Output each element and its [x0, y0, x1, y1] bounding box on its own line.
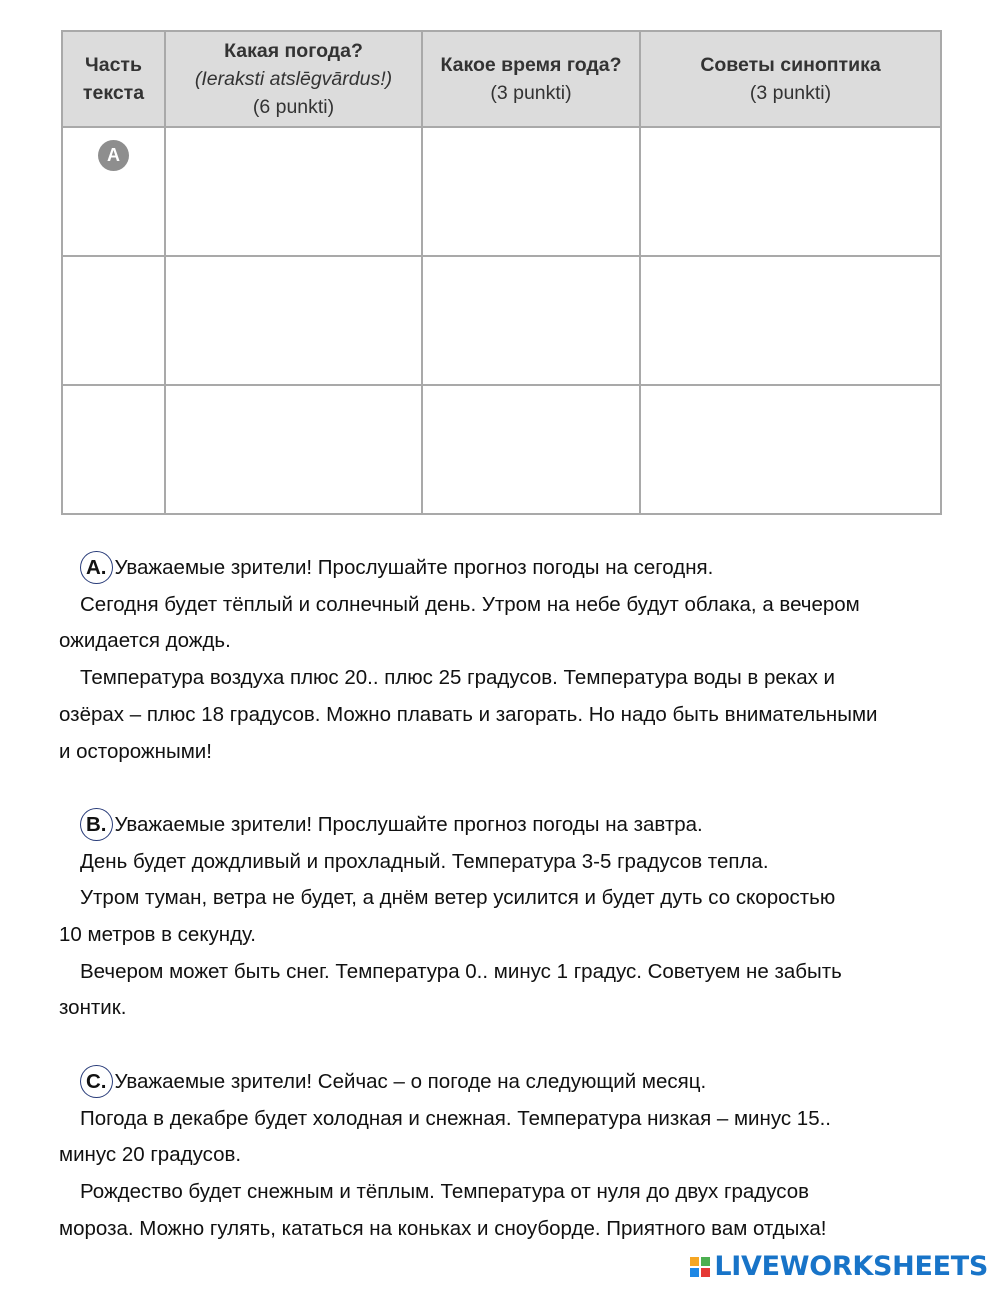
marker-a-badge: A — [98, 140, 129, 171]
text-b-line: День будет дождливый и прохладный. Температура 3-5 градусов тепла. — [80, 849, 769, 873]
text-a-line: Температура воздуха плюс 20.. плюс 25 градусов. Температура воды в реках и — [80, 666, 836, 690]
text-c-line: мороза. Можно гулять, кататься на коньках и сноуборде. Приятного вам отдыха! — [59, 1216, 827, 1240]
mark-b: B. — [80, 808, 113, 841]
text-part-answer-field[interactable] — [62, 385, 165, 514]
forecast-texts — [59, 550, 949, 1247]
text-c-line: минус 20 градусов. — [59, 1143, 242, 1167]
text-b-line: Вечером может быть снег. Температура 0.. минус 1 градус. Советуем не забыть — [80, 959, 842, 983]
advice-answer-field[interactable] — [640, 385, 941, 514]
text-c-intro: C. Уважаемые зрители! Сейчас – о погоде на следующий месяц. — [59, 1064, 949, 1101]
season-answer-field[interactable] — [422, 256, 640, 385]
text-b-line: зонтик. — [59, 996, 127, 1020]
text-a-line: ожидается дождь. — [59, 629, 231, 653]
text-a-line: озёрах – плюс 18 градусов. Можно плавать и загорать. Но надо быть внимательными — [59, 702, 878, 726]
text-b-intro: B. Уважаемые зрители! Прослушайте прогноз погоды на завтра. — [59, 807, 949, 844]
mark-c: C. — [80, 1065, 113, 1098]
table-row — [62, 385, 941, 514]
text-part-cell — [62, 127, 165, 256]
header-weather: Какая погода? (Ieraksti atslēgvārdus!) (6 punkti) — [165, 31, 422, 127]
text-a-intro: A. Уважаемые зрители! Прослушайте прогноз погоды на сегодня. — [59, 550, 949, 587]
text-part-answer-field[interactable] — [62, 256, 165, 385]
logo-squares-icon — [690, 1257, 710, 1277]
text-a-line: Сегодня будет тёплый и солнечный день. Утром на небе будут облака, а вечером — [80, 592, 860, 616]
advice-answer-field[interactable] — [640, 127, 941, 256]
weather-answer-field[interactable] — [165, 385, 422, 514]
logo-text: LIVEWORKSHEETS — [714, 1251, 988, 1282]
weather-answer-field[interactable] — [165, 256, 422, 385]
header-season: Какое время года? (3 punkti) — [422, 31, 640, 127]
text-c-line: Погода в декабре будет холодная и снежная. Температура низкая – минус 15.. — [80, 1106, 831, 1130]
answer-table — [61, 30, 942, 515]
season-answer-field[interactable] — [422, 127, 640, 256]
table-header-row — [62, 31, 941, 127]
text-b-line: Утром туман, ветра не будет, а днём ветер усилится и будет дуть со скоростью — [80, 886, 836, 910]
mark-a: A. — [80, 551, 113, 584]
liveworksheets-logo — [690, 1251, 988, 1282]
table-row — [62, 127, 941, 256]
header-text-part: Часть текста — [62, 31, 165, 127]
text-b-line: 10 метров в секунду. — [59, 923, 256, 947]
text-a-line: и осторожными! — [59, 739, 212, 763]
header-forecaster-advice: Советы синоптика (3 punkti) — [640, 31, 941, 127]
advice-answer-field[interactable] — [640, 256, 941, 385]
table-row — [62, 256, 941, 385]
season-answer-field[interactable] — [422, 385, 640, 514]
weather-answer-field[interactable] — [165, 127, 422, 256]
text-c-line: Рождество будет снежным и тёплым. Температура от нуля до двух градусов — [80, 1179, 810, 1203]
